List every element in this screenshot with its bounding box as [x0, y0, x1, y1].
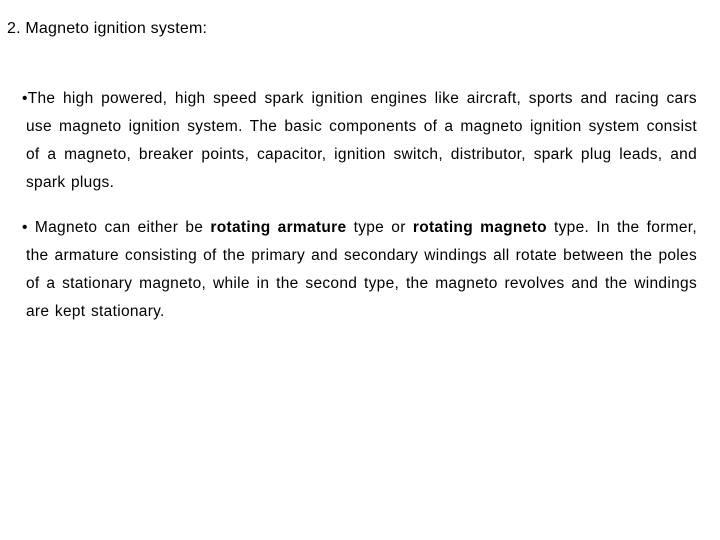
bold-term-rotating-magneto: rotating magneto [412, 219, 547, 236]
bold-term-rotating-armature: rotating armature [210, 219, 347, 236]
paragraph-magneto-types [22, 214, 698, 326]
paragraph-text-part-2: type or [346, 219, 413, 236]
bullet-marker: • [22, 219, 28, 236]
paragraph-text-part-1: Magneto can either be [27, 219, 211, 236]
section-title: 2. Magneto ignition system: [7, 20, 208, 37]
paragraph-text: The high powered, high speed spark ignition engines like aircraft, sports and racing cars use magneto ignition system. The basic components of a magneto ignition system consist of a magneto, breaker points, capacitor, ignition switch, distributor, spark plug leads, and spark plugs. [26, 90, 697, 191]
bullet-marker: • [22, 90, 28, 107]
paragraph-magneto-overview [22, 85, 697, 197]
paragraph-text-part-3: type. In the former, the armature consisting of the primary and secondary windings all rotate between the poles of a stationary magneto, while in the second type, the magneto revolves and the windings are kept stationary. [26, 219, 698, 320]
